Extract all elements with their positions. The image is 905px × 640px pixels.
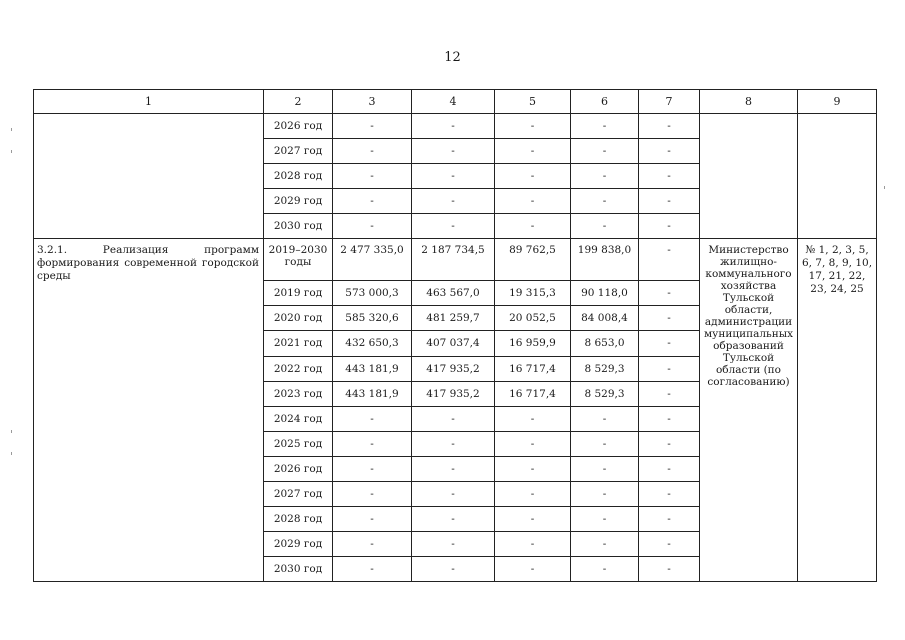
page-number: 12 [444, 50, 461, 65]
value-cell: 443 181,9 [333, 381, 412, 406]
value-cell: - [571, 456, 639, 481]
year-cell: 2027 год [264, 481, 333, 506]
financing-table [33, 89, 877, 582]
value-cell: - [333, 531, 412, 556]
value-cell: - [639, 331, 700, 356]
header-cell: 9 [798, 90, 877, 114]
header-row [34, 90, 877, 114]
value-cell: - [412, 214, 495, 239]
value-cell: - [333, 139, 412, 164]
value-cell: - [333, 164, 412, 189]
table-row [34, 239, 877, 281]
value-cell: 8 529,3 [571, 381, 639, 406]
value-cell: - [639, 139, 700, 164]
value-cell: 573 000,3 [333, 281, 412, 306]
year-cell: 2030 год [264, 556, 333, 581]
value-cell: - [639, 356, 700, 381]
value-cell: - [412, 556, 495, 581]
value-cell: - [495, 406, 571, 431]
scan-speck [11, 150, 12, 153]
header-cell: 4 [412, 90, 495, 114]
value-cell: 2 477 335,0 [333, 239, 412, 281]
header-cell: 2 [264, 90, 333, 114]
value-cell: - [495, 139, 571, 164]
year-cell: 2022 год [264, 356, 333, 381]
scan-speck [11, 452, 12, 455]
value-cell: 16 717,4 [495, 356, 571, 381]
value-cell: - [571, 139, 639, 164]
value-cell: - [639, 456, 700, 481]
value-cell: - [412, 481, 495, 506]
value-cell: - [412, 406, 495, 431]
indicators-cell: № 1, 2, 3, 5, 6, 7, 8, 9, 10, 17, 21, 22, 23, 24, 25 [798, 239, 877, 582]
header-cell: 6 [571, 90, 639, 114]
value-cell: - [639, 556, 700, 581]
value-cell: 585 320,6 [333, 306, 412, 331]
value-cell: 16 717,4 [495, 381, 571, 406]
value-cell: - [495, 189, 571, 214]
value-cell: - [333, 506, 412, 531]
value-cell: - [639, 481, 700, 506]
value-cell: - [639, 114, 700, 139]
value-cell: - [571, 189, 639, 214]
value-cell: - [333, 406, 412, 431]
year-cell: 2019–2030 годы [264, 239, 333, 281]
value-cell: - [571, 556, 639, 581]
value-cell: - [412, 431, 495, 456]
header-cell: 7 [639, 90, 700, 114]
value-cell: 20 052,5 [495, 306, 571, 331]
value-cell: - [495, 431, 571, 456]
empty-measure-cell [34, 114, 264, 239]
year-cell: 2025 год [264, 431, 333, 456]
value-cell: - [495, 456, 571, 481]
header-cell: 5 [495, 90, 571, 114]
scan-speck [11, 430, 12, 433]
value-cell: 19 315,3 [495, 281, 571, 306]
value-cell: - [571, 431, 639, 456]
value-cell: - [495, 164, 571, 189]
value-cell: - [639, 281, 700, 306]
value-cell: - [639, 189, 700, 214]
value-cell: 199 838,0 [571, 239, 639, 281]
empty-executor-cell [700, 114, 798, 239]
value-cell: - [639, 431, 700, 456]
value-cell: - [333, 431, 412, 456]
value-cell: - [639, 506, 700, 531]
value-cell: 8 653,0 [571, 331, 639, 356]
header-cell: 8 [700, 90, 798, 114]
value-cell: - [495, 481, 571, 506]
value-cell: - [571, 531, 639, 556]
year-cell: 2027 год [264, 139, 333, 164]
value-cell: - [412, 531, 495, 556]
value-cell: - [333, 556, 412, 581]
value-cell: 432 650,3 [333, 331, 412, 356]
value-cell: 481 259,7 [412, 306, 495, 331]
value-cell: - [495, 506, 571, 531]
year-cell: 2023 год [264, 381, 333, 406]
value-cell: - [571, 506, 639, 531]
value-cell: 8 529,3 [571, 356, 639, 381]
value-cell: - [495, 531, 571, 556]
value-cell: - [495, 556, 571, 581]
value-cell: - [639, 164, 700, 189]
value-cell: - [333, 214, 412, 239]
value-cell: 443 181,9 [333, 356, 412, 381]
value-cell: - [333, 481, 412, 506]
year-cell: 2026 год [264, 114, 333, 139]
year-cell: 2028 год [264, 164, 333, 189]
year-cell: 2030 год [264, 214, 333, 239]
value-cell: - [571, 214, 639, 239]
value-cell: 84 008,4 [571, 306, 639, 331]
value-cell: - [571, 114, 639, 139]
value-cell: - [639, 406, 700, 431]
empty-indicator-cell [798, 114, 877, 239]
scan-speck [11, 128, 12, 131]
value-cell: - [412, 456, 495, 481]
value-cell: - [639, 531, 700, 556]
value-cell: - [412, 114, 495, 139]
value-cell: 407 037,4 [412, 331, 495, 356]
measure-name-cell: 3.2.1. Реализация программ формирования современной городской среды [34, 239, 264, 582]
year-cell: 2021 год [264, 331, 333, 356]
year-cell: 2028 год [264, 506, 333, 531]
year-cell: 2026 год [264, 456, 333, 481]
year-cell: 2029 год [264, 189, 333, 214]
value-cell: - [495, 214, 571, 239]
year-cell: 2024 год [264, 406, 333, 431]
value-cell: - [412, 139, 495, 164]
scan-speck [884, 186, 885, 189]
executor-cell: Министерство жилищно-коммунального хозяйства Тульской области, администрации муниципальных образований Тульской области (по согласованию) [700, 239, 798, 582]
value-cell: 16 959,9 [495, 331, 571, 356]
value-cell: - [639, 306, 700, 331]
table-row [34, 114, 877, 139]
value-cell: 2 187 734,5 [412, 239, 495, 281]
value-cell: 89 762,5 [495, 239, 571, 281]
value-cell: 463 567,0 [412, 281, 495, 306]
value-cell: - [333, 114, 412, 139]
value-cell: - [412, 164, 495, 189]
value-cell: - [412, 189, 495, 214]
value-cell: - [571, 481, 639, 506]
year-cell: 2019 год [264, 281, 333, 306]
value-cell: 90 118,0 [571, 281, 639, 306]
value-cell: - [333, 456, 412, 481]
value-cell: - [571, 406, 639, 431]
header-cell: 3 [333, 90, 412, 114]
value-cell: - [412, 506, 495, 531]
value-cell: - [333, 189, 412, 214]
value-cell: - [639, 381, 700, 406]
value-cell: 417 935,2 [412, 381, 495, 406]
value-cell: - [639, 239, 700, 281]
value-cell: - [639, 214, 700, 239]
header-cell: 1 [34, 90, 264, 114]
value-cell: 417 935,2 [412, 356, 495, 381]
value-cell: - [571, 164, 639, 189]
value-cell: - [495, 114, 571, 139]
year-cell: 2029 год [264, 531, 333, 556]
year-cell: 2020 год [264, 306, 333, 331]
